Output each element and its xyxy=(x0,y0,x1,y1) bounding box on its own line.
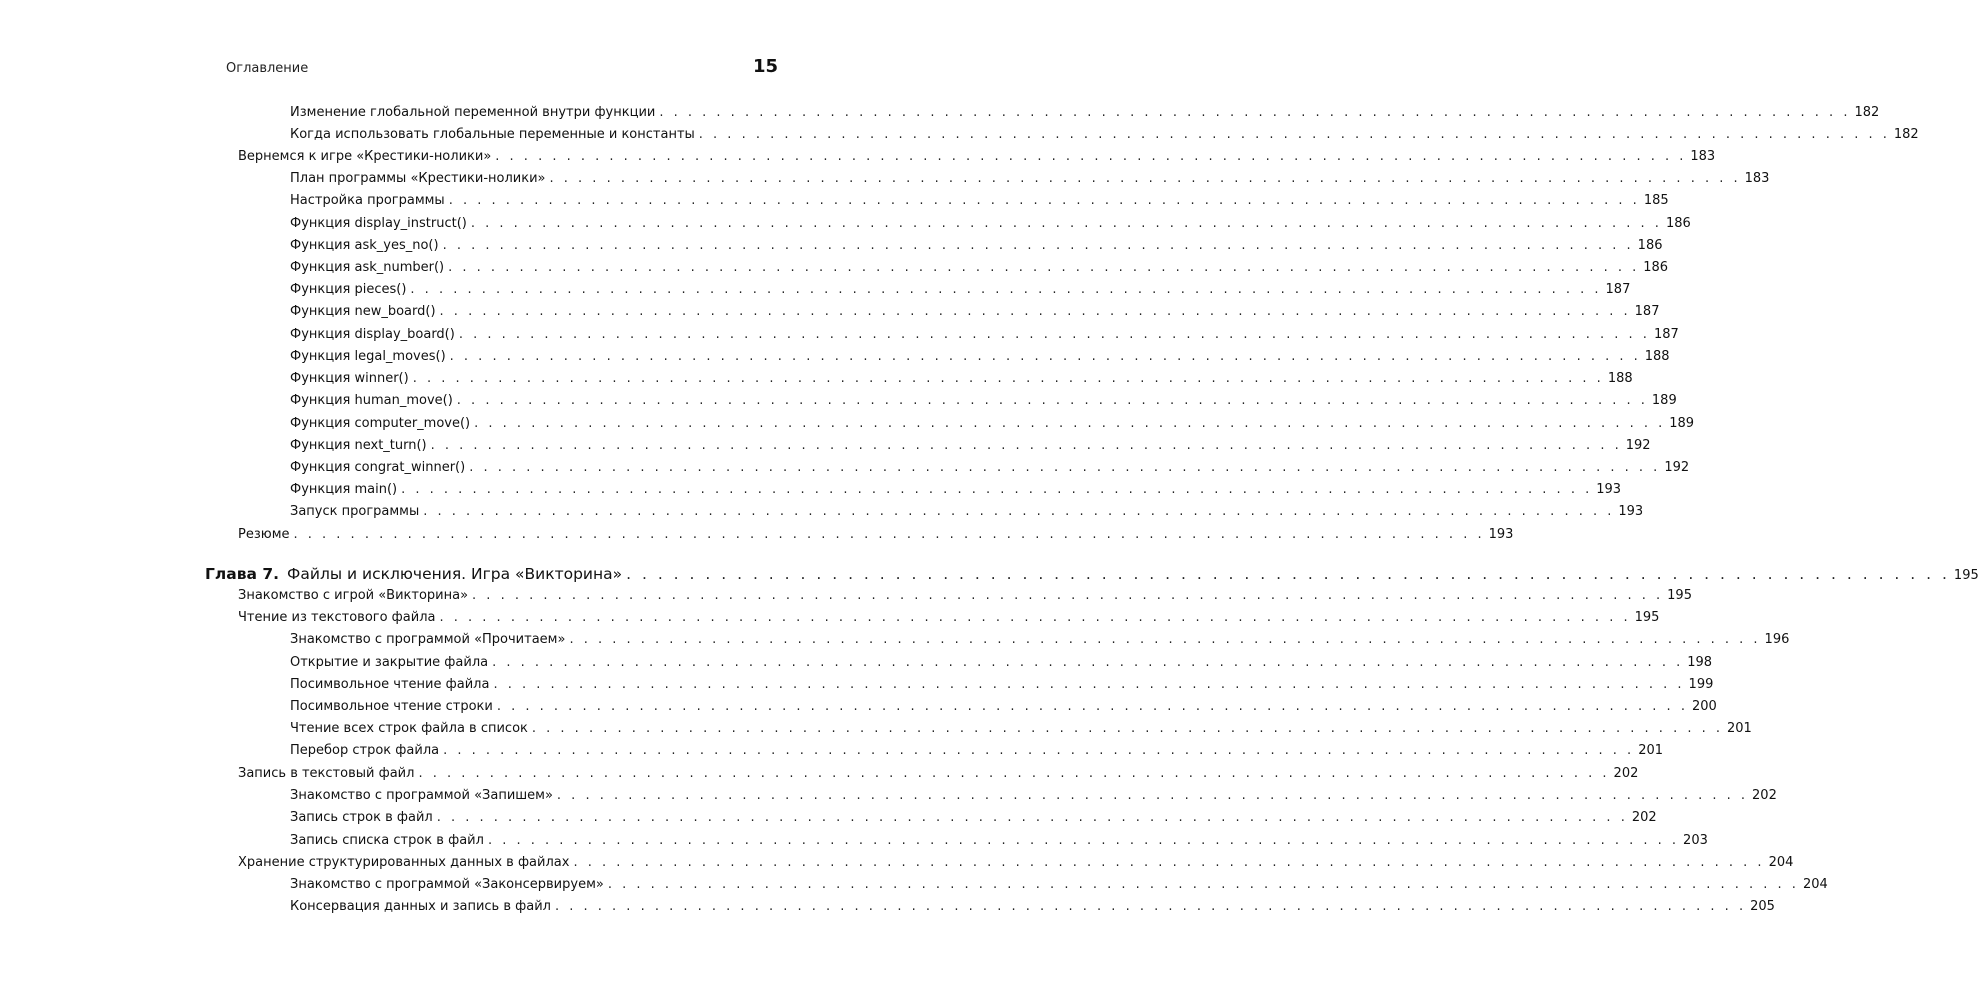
toc-entry xyxy=(290,787,1777,805)
leader-dots: . . . . . . . . . . . . . . . . . . . . . . . . . . . . . . . . . . . . . . . . . . . . . . . . . . . . . . . . . . . . . . . . . . . . . . . . . . . . . . . . . . . . xyxy=(439,304,1631,319)
leader-dots: . . . . . . . . . . . . . . . . . . . . . . . . . . . . . . . . . . . . . . . . . . . . . . . . . . . . . . . . . . . . . . . . . . . . . . . . . . . . . . . . . . . . xyxy=(412,371,1604,386)
toc-entry-title: Функция winner() xyxy=(290,371,409,386)
toc-entry-title: Функция congrat_winner() xyxy=(290,460,466,475)
toc-entry-title: Перебор строк файла xyxy=(290,743,440,758)
leader-dots: . . . . . . . . . . . . . . . . . . . . . . . . . . . . . . . . . . . . . . . . . . . . . . . . . . . . . . . . . . . . . . . . . . . . . . . . . . . . . . . . . . . . xyxy=(549,171,1741,186)
leader-dots: . . . . . . . . . . . . . . . . . . . . . . . . . . . . . . . . . . . . . . . . . . . . . . . . . . . . . . . . . . . . . . . . . . . . . . . . . . . . . . . . . . . . xyxy=(472,588,1664,603)
leader-dots: . . . . . . . . . . . . . . . . . . . . . . . . . . . . . . . . . . . . . . . . . . . . . . . . . . . . . . . . . . . . . . . . . . . . . . . . . . . . . . . . . . . . xyxy=(439,610,1631,625)
toc-entry-page: 189 xyxy=(1669,416,1695,431)
toc-entry-page: 183 xyxy=(1690,149,1716,164)
toc-entry-title: Настройка программы xyxy=(290,193,445,208)
leader-dots: . . . . . . . . . . . . . . . . . . . . . . . . . . . . . . . . . . . . . . . . . . . . . . . . . . . . . . . . . . . . . . . . . . . . . . . . . . . . . . . . . . . . xyxy=(448,260,1640,275)
toc-entry-title: Чтение всех строк файла в список xyxy=(290,721,528,736)
toc-entry-page: 202 xyxy=(1613,766,1639,781)
toc-entry xyxy=(238,587,1692,605)
toc-entry-title: Функция next_turn() xyxy=(290,438,427,453)
toc-entry-page: 186 xyxy=(1665,216,1691,231)
leader-dots: . . . . . . . . . . . . . . . . . . . . . . . . . . . . . . . . . . . . . . . . . . . . . . . . . . . . . . . . . . . . . . . . . . . . . . . . . . . . . . . . . . . . xyxy=(495,149,1687,164)
leader-dots: . . . . . . . . . . . . . . . . . . . . . . . . . . . . . . . . . . . . . . . . . . . . . . . . . . . . . . . . . . . . . . . . . . . . . . . . . . . . . . . . . . . . xyxy=(443,743,1635,758)
leader-dots: . . . . . . . . . . . . . . . . . . . . . . . . . . . . . . . . . . . . . . . . . . . . . . . . . . . . . . . . . . . . . . . . . . . . . . . . . . . . . . . . . . . . xyxy=(449,349,1641,364)
toc-entry xyxy=(290,281,1631,299)
leader-dots: . . . . . . . . . . . . . . . . . . . . . . . . . . . . . . . . . . . . . . . . . . . . . . . . . . . . . . . . . . . . . . . . . . . . . . . . . . . . . . . . . . . . xyxy=(556,788,1749,803)
leader-dots: . . . . . . . . . . . . . . . . . . . . . . . . . . . . . . . . . . . . . . . . . . . . . . . . . . . . . . . . . . . . . . . . . . . . . . . . . . . . . . . . . . . . xyxy=(554,899,1747,914)
page-number: 15 xyxy=(752,56,778,77)
toc-entry xyxy=(290,459,1690,477)
toc-entry-title: Функция display_instruct() xyxy=(290,216,467,231)
toc-entry-title: Резюме xyxy=(238,527,290,542)
toc-entry-title: Открытие и закрытие файла xyxy=(290,655,489,670)
chapter-title: Файлы и исключения. Игра «Викторина» xyxy=(287,565,623,583)
leader-dots: . . . . . . . . . . . . . . . . . . . . . . . . . . . . . . . . . . . . . . . . . . . . . . . . . . . . . . . . . . . . . . . . . . . . . . . . . . . . . . . . . . . . xyxy=(573,855,1765,870)
leader-dots: . . . . . . . . . . . . . . . . . . . . . . . . . . . . . . . . . . . . . . . . . . . . . . . . . . . . . . . . . . . . . . . . . . . . . . . . . . . . . . . . . . . . xyxy=(626,565,1950,583)
toc-entry xyxy=(290,259,1669,277)
toc-entry-title: Функция new_board() xyxy=(290,304,436,319)
toc-entry-page: 199 xyxy=(1688,677,1714,692)
leader-dots: . . . . . . . . . . . . . . . . . . . . . . . . . . . . . . . . . . . . . . . . . . . . . . . . . . . . . . . . . . . . . . . . . . . . . . . . . . . . . . . . . . . . xyxy=(487,833,1680,848)
toc-entry-page: 204 xyxy=(1802,877,1828,892)
toc-entry xyxy=(290,237,1663,255)
leader-dots: . . . . . . . . . . . . . . . . . . . . . . . . . . . . . . . . . . . . . . . . . . . . . . . . . . . . . . . . . . . . . . . . . . . . . . . . . . . . . . . . . . . . xyxy=(492,655,1684,670)
toc-entry-title: План программы «Крестики-нолики» xyxy=(290,171,546,186)
toc-entry-page: 202 xyxy=(1631,810,1657,825)
leader-dots: . . . . . . . . . . . . . . . . . . . . . . . . . . . . . . . . . . . . . . . . . . . . . . . . . . . . . . . . . . . . . . . . . . . . . . . . . . . . . . . . . . . . xyxy=(607,877,1799,892)
toc-entry-page: 186 xyxy=(1637,238,1663,253)
toc-entry-page: 198 xyxy=(1687,655,1713,670)
toc-entry-page: 195 xyxy=(1634,610,1660,625)
toc-entry-page: 192 xyxy=(1664,460,1690,475)
leader-dots: . . . . . . . . . . . . . . . . . . . . . . . . . . . . . . . . . . . . . . . . . . . . . . . . . . . . . . . . . . . . . . . . . . . . . . . . . . . . . . . . . . . . xyxy=(401,482,1593,497)
toc-entry-page: 200 xyxy=(1691,699,1717,714)
running-header-title: Оглавление xyxy=(226,61,309,76)
leader-dots: . . . . . . . . . . . . . . . . . . . . . . . . . . . . . . . . . . . . . . . . . . . . . . . . . . . . . . . . . . . . . . . . . . . . . . . . . . . . . . . . . . . . xyxy=(659,105,1851,120)
toc-entry-title: Функция display_board() xyxy=(290,327,455,342)
toc-entry-title: Консервация данных и запись в файл xyxy=(290,899,551,914)
toc-entry xyxy=(290,192,1669,210)
toc-entry-title: Запись списка строк в файл xyxy=(290,833,484,848)
toc-entry-page: 188 xyxy=(1607,371,1633,386)
toc-entry-title: Посимвольное чтение файла xyxy=(290,677,490,692)
leader-dots: . . . . . . . . . . . . . . . . . . . . . . . . . . . . . . . . . . . . . . . . . . . . . . . . . . . . . . . . . . . . . . . . . . . . . . . . . . . . . . . . . . . . xyxy=(493,677,1685,692)
toc-entry-title: Функция ask_number() xyxy=(290,260,445,275)
toc-entry xyxy=(290,370,1633,388)
toc-entry xyxy=(290,126,1919,144)
chapter-number: Глава 7. xyxy=(205,565,280,583)
toc-entry-title: Запуск программы xyxy=(290,504,420,519)
leader-dots: . . . . . . . . . . . . . . . . . . . . . . . . . . . . . . . . . . . . . . . . . . . . . . . . . . . . . . . . . . . . . . . . . . . . . . . . . . . . . . . . . . . . xyxy=(531,721,1723,736)
toc-entry-page: 187 xyxy=(1634,304,1660,319)
toc-entry xyxy=(238,148,1716,166)
toc-entry xyxy=(290,898,1775,916)
toc-entry xyxy=(290,876,1828,894)
toc-entry-page: 193 xyxy=(1618,504,1644,519)
leader-dots: . . . . . . . . . . . . . . . . . . . . . . . . . . . . . . . . . . . . . . . . . . . . . . . . . . . . . . . . . . . . . . . . . . . . . . . . . . . . . . . . . . . . xyxy=(423,504,1615,519)
toc-entry-title: Знакомство с программой «Прочитаем» xyxy=(290,632,566,647)
toc-entry xyxy=(238,609,1660,627)
leader-dots: . . . . . . . . . . . . . . . . . . . . . . . . . . . . . . . . . . . . . . . . . . . . . . . . . . . . . . . . . . . . . . . . . . . . . . . . . . . . . . . . . . . . xyxy=(436,810,1628,825)
leader-dots: . . . . . . . . . . . . . . . . . . . . . . . . . . . . . . . . . . . . . . . . . . . . . . . . . . . . . . . . . . . . . . . . . . . . . . . . . . . . . . . . . . . . xyxy=(410,282,1602,297)
leader-dots: . . . . . . . . . . . . . . . . . . . . . . . . . . . . . . . . . . . . . . . . . . . . . . . . . . . . . . . . . . . . . . . . . . . . . . . . . . . . . . . . . . . . xyxy=(698,127,1890,142)
toc-entry-title: Запись строк в файл xyxy=(290,810,433,825)
leader-dots: . . . . . . . . . . . . . . . . . . . . . . . . . . . . . . . . . . . . . . . . . . . . . . . . . . . . . . . . . . . . . . . . . . . . . . . . . . . . . . . . . . . . xyxy=(470,216,1662,231)
leader-dots: . . . . . . . . . . . . . . . . . . . . . . . . . . . . . . . . . . . . . . . . . . . . . . . . . . . . . . . . . . . . . . . . . . . . . . . . . . . . . . . . . . . . xyxy=(418,766,1610,781)
toc-entry-page: 196 xyxy=(1764,632,1790,647)
toc-entry-page: 193 xyxy=(1488,527,1514,542)
leader-dots: . . . . . . . . . . . . . . . . . . . . . . . . . . . . . . . . . . . . . . . . . . . . . . . . . . . . . . . . . . . . . . . . . . . . . . . . . . . . . . . . . . . . xyxy=(456,393,1648,408)
toc-entry xyxy=(290,742,1664,760)
toc-entry xyxy=(290,104,1880,122)
toc-entry xyxy=(290,720,1752,738)
toc-entry-page: 188 xyxy=(1644,349,1670,364)
toc-entry-title: Когда использовать глобальные переменные и константы xyxy=(290,127,695,142)
toc-entry xyxy=(290,631,1790,649)
leader-dots: . . . . . . . . . . . . . . . . . . . . . . . . . . . . . . . . . . . . . . . . . . . . . . . . . . . . . . . . . . . . . . . . . . . . . . . . . . . . . . . . . . . . xyxy=(448,193,1640,208)
toc-entry xyxy=(290,676,1714,694)
toc-entry xyxy=(290,348,1670,366)
toc-entry-page: 195 xyxy=(1667,588,1692,603)
leader-dots: . . . . . . . . . . . . . . . . . . . . . . . . . . . . . . . . . . . . . . . . . . . . . . . . . . . . . . . . . . . . . . . . . . . . . . . . . . . . . . . . . . . . xyxy=(442,238,1634,253)
toc-entry-page: 182 xyxy=(1854,105,1880,120)
toc-entry-title: Чтение из текстового файла xyxy=(238,610,436,625)
toc-chapter-entry xyxy=(205,564,1979,584)
toc-entry xyxy=(290,832,1708,850)
leader-dots: . . . . . . . . . . . . . . . . . . . . . . . . . . . . . . . . . . . . . . . . . . . . . . . . . . . . . . . . . . . . . . . . . . . . . . . . . . . . . . . . . . . . xyxy=(569,632,1761,647)
toc-entry-page: 187 xyxy=(1605,282,1631,297)
toc-entry-page: 186 xyxy=(1643,260,1669,275)
toc-entry-title: Функция main() xyxy=(290,482,398,497)
toc-entry-title: Запись в текстовый файл xyxy=(238,766,415,781)
toc-entry xyxy=(290,415,1695,433)
toc-entry-page: 202 xyxy=(1752,788,1777,803)
toc-entry-page: 185 xyxy=(1643,193,1669,208)
toc-entry xyxy=(290,215,1691,233)
toc-entry-title: Знакомство с программой «Законсервируем» xyxy=(290,877,604,892)
leader-dots: . . . . . . . . . . . . . . . . . . . . . . . . . . . . . . . . . . . . . . . . . . . . . . . . . . . . . . . . . . . . . . . . . . . . . . . . . . . . . . . . . . . . xyxy=(496,699,1688,714)
toc-entry xyxy=(290,392,1677,410)
toc-entry-page: 195 xyxy=(1953,568,1979,583)
toc-entry xyxy=(290,698,1717,716)
toc-entry xyxy=(290,303,1660,321)
toc-entry-title: Изменение глобальной переменной внутри функции xyxy=(290,105,656,120)
toc-entry xyxy=(290,809,1657,827)
toc-entry-title: Функция ask_yes_no() xyxy=(290,238,439,253)
toc-entry-page: 204 xyxy=(1768,855,1794,870)
toc-entry-title: Функция legal_moves() xyxy=(290,349,446,364)
toc-entry-page: 192 xyxy=(1625,438,1651,453)
toc-entry xyxy=(238,854,1794,872)
toc-entry-title: Вернемся к игре «Крестики-нолики» xyxy=(238,149,492,164)
toc-entry-title: Хранение структурированных данных в файлах xyxy=(238,855,570,870)
toc-entry xyxy=(290,481,1622,499)
toc-entry-title: Посимвольное чтение строки xyxy=(290,699,493,714)
toc-entry-title: Функция human_move() xyxy=(290,393,453,408)
toc-entry xyxy=(290,170,1770,188)
toc-entry xyxy=(290,326,1679,344)
toc-entry xyxy=(290,437,1651,455)
toc-entry-title: Функция computer_move() xyxy=(290,416,471,431)
toc-entry-page: 187 xyxy=(1653,327,1679,342)
leader-dots: . . . . . . . . . . . . . . . . . . . . . . . . . . . . . . . . . . . . . . . . . . . . . . . . . . . . . . . . . . . . . . . . . . . . . . . . . . . . . . . . . . . . xyxy=(474,416,1666,431)
toc-entry-title: Знакомство с игрой «Викторина» xyxy=(238,588,469,603)
toc-entry-page: 205 xyxy=(1750,899,1775,914)
leader-dots: . . . . . . . . . . . . . . . . . . . . . . . . . . . . . . . . . . . . . . . . . . . . . . . . . . . . . . . . . . . . . . . . . . . . . . . . . . . . . . . . . . . . xyxy=(458,327,1650,342)
toc-entry-page: 182 xyxy=(1893,127,1919,142)
leader-dots: . . . . . . . . . . . . . . . . . . . . . . . . . . . . . . . . . . . . . . . . . . . . . . . . . . . . . . . . . . . . . . . . . . . . . . . . . . . . . . . . . . . . xyxy=(430,438,1622,453)
toc-entry-page: 193 xyxy=(1596,482,1622,497)
toc-entry xyxy=(238,526,1514,544)
toc-entry-page: 201 xyxy=(1727,721,1752,736)
toc-entry-page: 201 xyxy=(1638,743,1664,758)
toc-entry-page: 189 xyxy=(1651,393,1677,408)
toc-entry xyxy=(290,654,1713,672)
leader-dots: . . . . . . . . . . . . . . . . . . . . . . . . . . . . . . . . . . . . . . . . . . . . . . . . . . . . . . . . . . . . . . . . . . . . . . . . . . . . . . . . . . . . xyxy=(469,460,1661,475)
toc-entry-title: Знакомство с программой «Запишем» xyxy=(290,788,553,803)
toc-entry xyxy=(238,765,1639,783)
toc-entry-page: 203 xyxy=(1683,833,1708,848)
toc-entry-page: 183 xyxy=(1744,171,1770,186)
toc-entry xyxy=(290,503,1644,521)
leader-dots: . . . . . . . . . . . . . . . . . . . . . . . . . . . . . . . . . . . . . . . . . . . . . . . . . . . . . . . . . . . . . . . . . . . . . . . . . . . . . . . . . . . . xyxy=(293,527,1485,542)
toc-entry-title: Функция pieces() xyxy=(290,282,407,297)
